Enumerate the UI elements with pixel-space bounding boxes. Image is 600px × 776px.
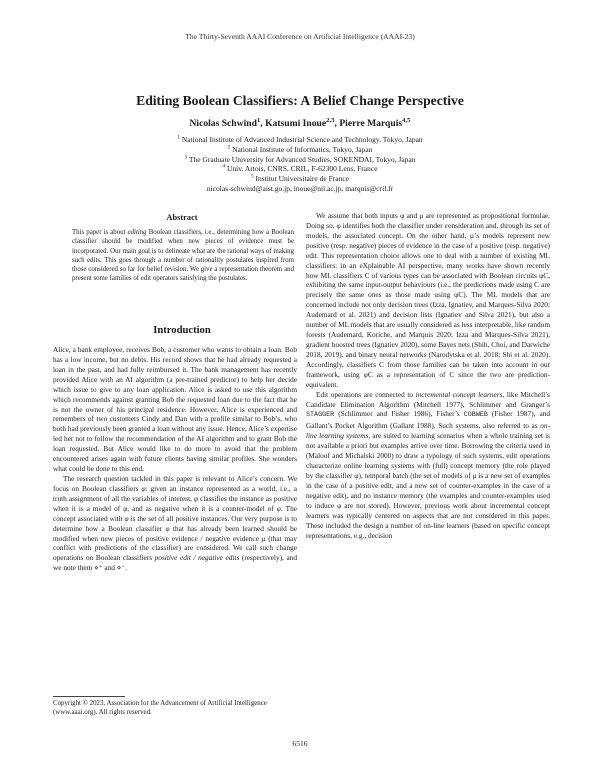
affiliation: [0, 135, 600, 145]
emphasis: editing: [127, 229, 147, 236]
text-run: , and as negative when it is a counter-model of: [127, 503, 277, 513]
author-list: Nicolas Schwind$^1$, Katsumi Inoue$^{2,3}$, Pierre Marquis$^{4,5}$: [189, 116, 411, 129]
abstract-heading: Abstract: [166, 213, 198, 222]
affiliation: [0, 164, 600, 174]
footnote-rule: [53, 696, 125, 697]
math-symbol: φ: [124, 513, 129, 523]
text-run: (respectively), and we note them: [53, 553, 298, 573]
affil-number: 2: [227, 144, 231, 151]
system-name: COBWEB: [463, 411, 488, 420]
author-name: Pierre Marquis: [339, 118, 403, 129]
author-name: Katsumi Inoue: [265, 118, 327, 129]
affil-text: National Institute of Advanced Industrial Science and Technology, Tokyo, Japan: [181, 135, 423, 144]
system-name: STAGGER: [306, 411, 335, 420]
right-column-body: [306, 211, 550, 540]
text-run: Edit operations are connected to: [316, 389, 416, 399]
paragraph: We assume that both inputs φ and μ are represented as propositional formulae. Doing so, φ identifies both the classifier under consideration and, through its set of models, the associated concept. On the other hand, μ’s models represent new positive (resp. negative) pieces of evidence in the case of a positive (resp. negative) edit. This representation choice allows one to deal with a number of existing ML classifiers: in an eXplainable AI perspective, many works have shown recently how ML classifiers C of various types can be associated with Boolean circuits φC, exhibiting the same input-output behaviours (i.e., the predictions made using C are precisely the same ones as those made using φC). The ML models that are concerned include not only decision trees (Izza, Ignatiev, and Marques-Silva 2020; Audemard et al. 2021) and decision lists (Ignatiev and Silva 2021), but also a number of ML models that are usually considered as less interpretable, like random forests (Audemard, Koriche, and Marquis 2020; Izza and Marques-Silva 2021), gradient boosted trees (Ignatiev 2020), some Bayes nets (Shih, Choi, and Darwiche 2018, 2019), and binary neural networks (Narodytska et al. 2018; Shi et al. 2020). Accordingly, classifiers C from those families can be taken into account in our framework, using φC as a representation of C since the two are prediction-equivalent.: [306, 211, 550, 389]
text-run: This paper is about: [72, 229, 128, 236]
text-run: , like Mitchell’s Candidate Elimination Algorithm (Mitchell 1977), Schlimmer and Granger’s: [306, 389, 550, 409]
text-run: , are suited to learning scenarios when a whole training set is not available a priori but examples arrive over time. Borrowing the criteria used in (Maloof and Michalski 2000) to draw a typology of such systems, edit operations characterize online learning systems with (full) concept memory (the role played by the classifier φ), temporal batch (the set of models of μ is a new set of examples in the case of a positive edit, and a new set of counter-examples in the case of a negative edit), and no instance memory (the examples and counter-examples used to induce φ are not stored). However, previous work about incremental concept learners was typically centered on aspects that are not considered in this paper. These included the design a number of on-line learners (based on specific concept representations, e.g., decision: [306, 431, 550, 540]
paper-title: Editing Boolean Classifiers: A Belief Change Perspective: [136, 93, 464, 108]
text-run: . The concept associated with: [53, 503, 298, 523]
affil-text: Institut Universitaire de France: [255, 174, 349, 184]
page-number: 6516: [292, 739, 308, 748]
text-run: is the set of all positive instances. Our very purpose is to determine how a Boolean classifier: [53, 513, 297, 533]
paragraph: [53, 474, 297, 573]
affil-number: 4: [222, 163, 226, 170]
affiliation: [0, 145, 600, 155]
math-symbol: φ: [141, 483, 146, 493]
introduction-heading: Introduction: [153, 325, 211, 336]
text-run: that has already been learned should be modified when new pieces of positive evidence / negative evidence: [53, 523, 297, 543]
text-run: (Fisher 1987), and Gallant’s Pocket Algorithm (Gallant 1988). Such systems, also referred to as: [306, 409, 551, 431]
affil-number: 5: [250, 173, 254, 180]
affil-text: National Institute of Informatics, Tokyo, Japan: [232, 144, 373, 154]
math-symbol: φ: [165, 523, 170, 533]
left-column-body: [53, 345, 297, 573]
author-affil-ref: 4,5: [402, 116, 411, 124]
paragraph: Alice, a bank employee, receives Bob, a customer who wants to obtain a loan. Bob has a low income, but no debts. His record shows that he had already requested a loan in the past, and had fully reimbursed it. The bank management has recently provided Alice with an AI algorithm (a pre-trained predictor) to help her decide which issue to give to any loan application. Alice is asked to use this algorithm which recommends against granting Bob the requested loan due to the fact that he is not the owner of his principal residence. However, Alice is experienced and remembers of two customers Cindy and Dan with a profile similar to Bob’s, who both had previously been granted a loan without any issue. Hence, Alice’s expertise led her not to follow the recommendation of the AI algorithm and to grant Bob the loan requested. But Alice would like to do more to avoid that the problem encountered arises again with future clients having similar profiles. She wonders what could be done to this end.: [53, 345, 297, 474]
text-run: (Schlimmer and Fisher 1986), Fisher’s: [334, 409, 464, 419]
abstract-text: [72, 228, 294, 284]
author-emails: nicolas-schwind@aist.go.jp, inoue@nii.ac.jp, marquis@cril.fr: [206, 183, 394, 193]
text-run: .: [125, 563, 127, 573]
math-symbol: μ: [261, 533, 266, 543]
copyright-notice: Copyright © 2023, Association for the Advancement of Artificial Intelligence (www.aaai.org). All rights reserved.: [53, 700, 267, 717]
text-run: Boolean classifiers, i.e., determining how a Boolean classifier should be modified when new pieces of evidence must be incorporated. Our main goal is to delineate what are the rational ways of making such edits. This goes through a number of rationality postulates inspired from those considered so far for belief revision. We give a representation theorem and present some families of edit operators satisfying the postulates.: [72, 229, 294, 283]
math-symbol: φ: [193, 493, 199, 503]
affil-number: 3: [184, 154, 188, 161]
conference-header: The Thirty-Seventh AAAI Conference on Artificial Intelligence (AAAI-23): [185, 32, 415, 41]
author-affil-ref: 1: [256, 116, 261, 124]
paragraph: [306, 390, 550, 541]
emphasis: on-line learning systems: [306, 421, 550, 441]
affil-number: 1: [177, 134, 180, 141]
affil-text: The Graduate University for Advanced Studies, SOKENDAI, Tokyo, Japan: [188, 154, 416, 164]
text-run: (that may conflict with predictions of the classifier) are considered. We call such change operations on Boolean classifiers: [53, 533, 298, 563]
emphasis: incremental concept learners: [415, 389, 503, 399]
emphasis: positive edit / negative edits: [154, 553, 240, 563]
affiliations: [0, 135, 600, 194]
affil-text: Univ. Artois, CNRS, CRIL, F-62300 Lens, France: [226, 164, 378, 174]
text-run: classifies the instance as positive when it is a model of: [53, 493, 298, 513]
affiliation: [0, 174, 600, 184]
affiliation: [0, 155, 600, 165]
math-symbol: ⋄⁺ and ⋄⁻: [94, 563, 126, 573]
author-affil-ref: 2,3: [326, 116, 335, 124]
math-symbol: φ: [276, 503, 281, 513]
math-symbol: φ: [123, 503, 128, 513]
text-run: : given an instance represented as a world, i.e., a truth assignment of all the variables of interest,: [53, 483, 297, 503]
author-name: Nicolas Schwind: [189, 118, 257, 129]
text-run: The research question tackled in this paper is relevant to Alice’s concern. We focus on Boolean classifiers: [53, 473, 297, 493]
